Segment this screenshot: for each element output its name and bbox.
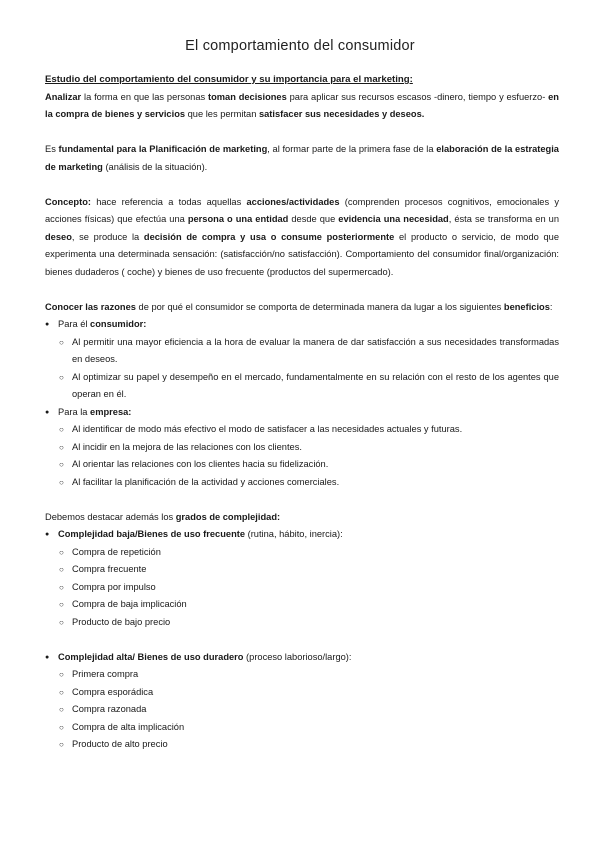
- bold-text: acciones/actividades: [246, 196, 340, 207]
- complexity-group: [45, 526, 559, 544]
- paragraph-razones: [45, 299, 559, 317]
- list-item: ○ Compra esporádica: [45, 684, 559, 702]
- text-run: , ésta se transforma en un: [448, 214, 559, 224]
- bold-text: en la compra de bienes y servicios: [45, 91, 559, 119]
- text-run: (proceso laborioso/largo):: [243, 651, 352, 662]
- benefits-group: [45, 404, 559, 422]
- section-heading: Estudio del comportamiento del consumidor y su importancia para el marketing:: [45, 74, 413, 85]
- text-run: (comprenden procesos cognitivos, emocionales y acciones físicas) que efectúa una: [45, 196, 560, 224]
- list-item: ○ Producto de alto precio: [45, 736, 559, 754]
- text-run: , al formar parte de la primera fase de la: [267, 144, 437, 154]
- bold-text: consumidor:: [90, 319, 147, 329]
- bold-text: Complejidad baja/Bienes de uso frecuente: [58, 529, 246, 539]
- list-item: ○ Compra por impulso: [45, 579, 559, 597]
- text-run: Es: [45, 144, 59, 154]
- text-run: el producto o servicio, de modo que experimenta una determinada sensación: (satisfacción/no satisfacción). Comportamiento del consumidor final/organización: bienes dudaderos ( coche) y bienes de uso frecuente (productos del supermercado).: [45, 231, 559, 277]
- bold-text: Complejidad alta/ Bienes de uso duradero: [58, 651, 244, 662]
- bold-text: Concepto:: [45, 196, 91, 207]
- document-title: El comportamiento del consumidor: [185, 38, 415, 54]
- list-item: ○ Compra frecuente: [45, 561, 559, 579]
- text-run: (rutina, hábito, inercia):: [245, 529, 343, 539]
- complexity-group: [45, 649, 559, 667]
- bold-text: fundamental para la Planificación de marketing: [58, 144, 268, 154]
- list-item: ○ Compra de baja implicación: [45, 596, 559, 614]
- bold-text: toman decisiones: [207, 91, 287, 102]
- text-run: , se produce la: [71, 231, 144, 242]
- bold-text: beneficios: [503, 301, 550, 312]
- list-item: ○ Al facilitar la planificación de la actividad y acciones comerciales.: [45, 474, 559, 492]
- text-run: :: [549, 301, 553, 312]
- bold-text: decisión de compra y usa o consume posteriormente: [143, 231, 395, 242]
- benefits-list: [45, 316, 559, 491]
- paragraph-fundamental: [45, 141, 559, 176]
- text-run: Para la: [58, 406, 91, 417]
- paragraph-complejidad: [45, 509, 559, 527]
- bold-text: Conocer las razones: [45, 301, 136, 312]
- paragraph-analizar: [45, 89, 559, 124]
- bold-text: deseo: [45, 231, 72, 242]
- list-item: ○ Al orientar las relaciones con los clientes hacia su fidelización.: [45, 456, 559, 474]
- text-run: desde que: [288, 214, 339, 224]
- list-item: ○ Compra razonada: [45, 701, 559, 719]
- bold-text: grados de complejidad:: [175, 511, 281, 522]
- document-body: [45, 71, 559, 754]
- text-run: que les permitan: [185, 109, 259, 119]
- list-item: ○ Compra de alta implicación: [45, 719, 559, 737]
- complexity-list: [45, 526, 559, 754]
- list-item: ○ Al optimizar su papel y desempeño en el mercado, fundamentalmente en su relación con el resto de los agentes que operan en él.: [45, 369, 559, 404]
- bold-text: Analizar: [45, 91, 82, 102]
- list-item: ○ Compra de repetición: [45, 544, 559, 562]
- bold-text: satisfacer sus necesidades y deseos.: [258, 109, 425, 119]
- benefits-group: [45, 316, 559, 334]
- text-run: hace referencia a todas aquellas: [90, 196, 247, 207]
- list-item: ○ Al identificar de modo más efectivo el modo de satisfacer a las necesidades actuales y futuras.: [45, 421, 559, 439]
- bold-text: persona o una entidad: [187, 214, 289, 224]
- text-run: de por qué el consumidor se comporta de determinada manera da lugar a los siguientes: [135, 301, 504, 312]
- bold-text: evidencia una necesidad: [338, 214, 449, 224]
- list-item: ○ Al incidir en la mejora de las relaciones con los clientes.: [45, 439, 559, 457]
- list-item: ○ Primera compra: [45, 666, 559, 684]
- text-run: la forma en que las personas: [81, 91, 208, 102]
- text-run: Para él: [58, 319, 91, 329]
- bold-text: elaboración de la estrategia de marketing: [45, 144, 559, 172]
- bold-text: empresa:: [90, 406, 132, 417]
- paragraph-concepto: [45, 194, 559, 282]
- list-item: ○ Al permitir una mayor eficiencia a la hora de evaluar la manera de dar satisfacción a sus necesidades transformadas en deseos.: [45, 334, 559, 369]
- text-run: (análisis de la situación).: [102, 161, 208, 172]
- list-item: ○ Producto de bajo precio: [45, 614, 559, 632]
- text-run: para aplicar sus recursos escasos -dinero, tiempo y esfuerzo-: [286, 91, 549, 102]
- list-spacer: [45, 631, 559, 649]
- text-run: Debemos destacar además los: [45, 511, 176, 522]
